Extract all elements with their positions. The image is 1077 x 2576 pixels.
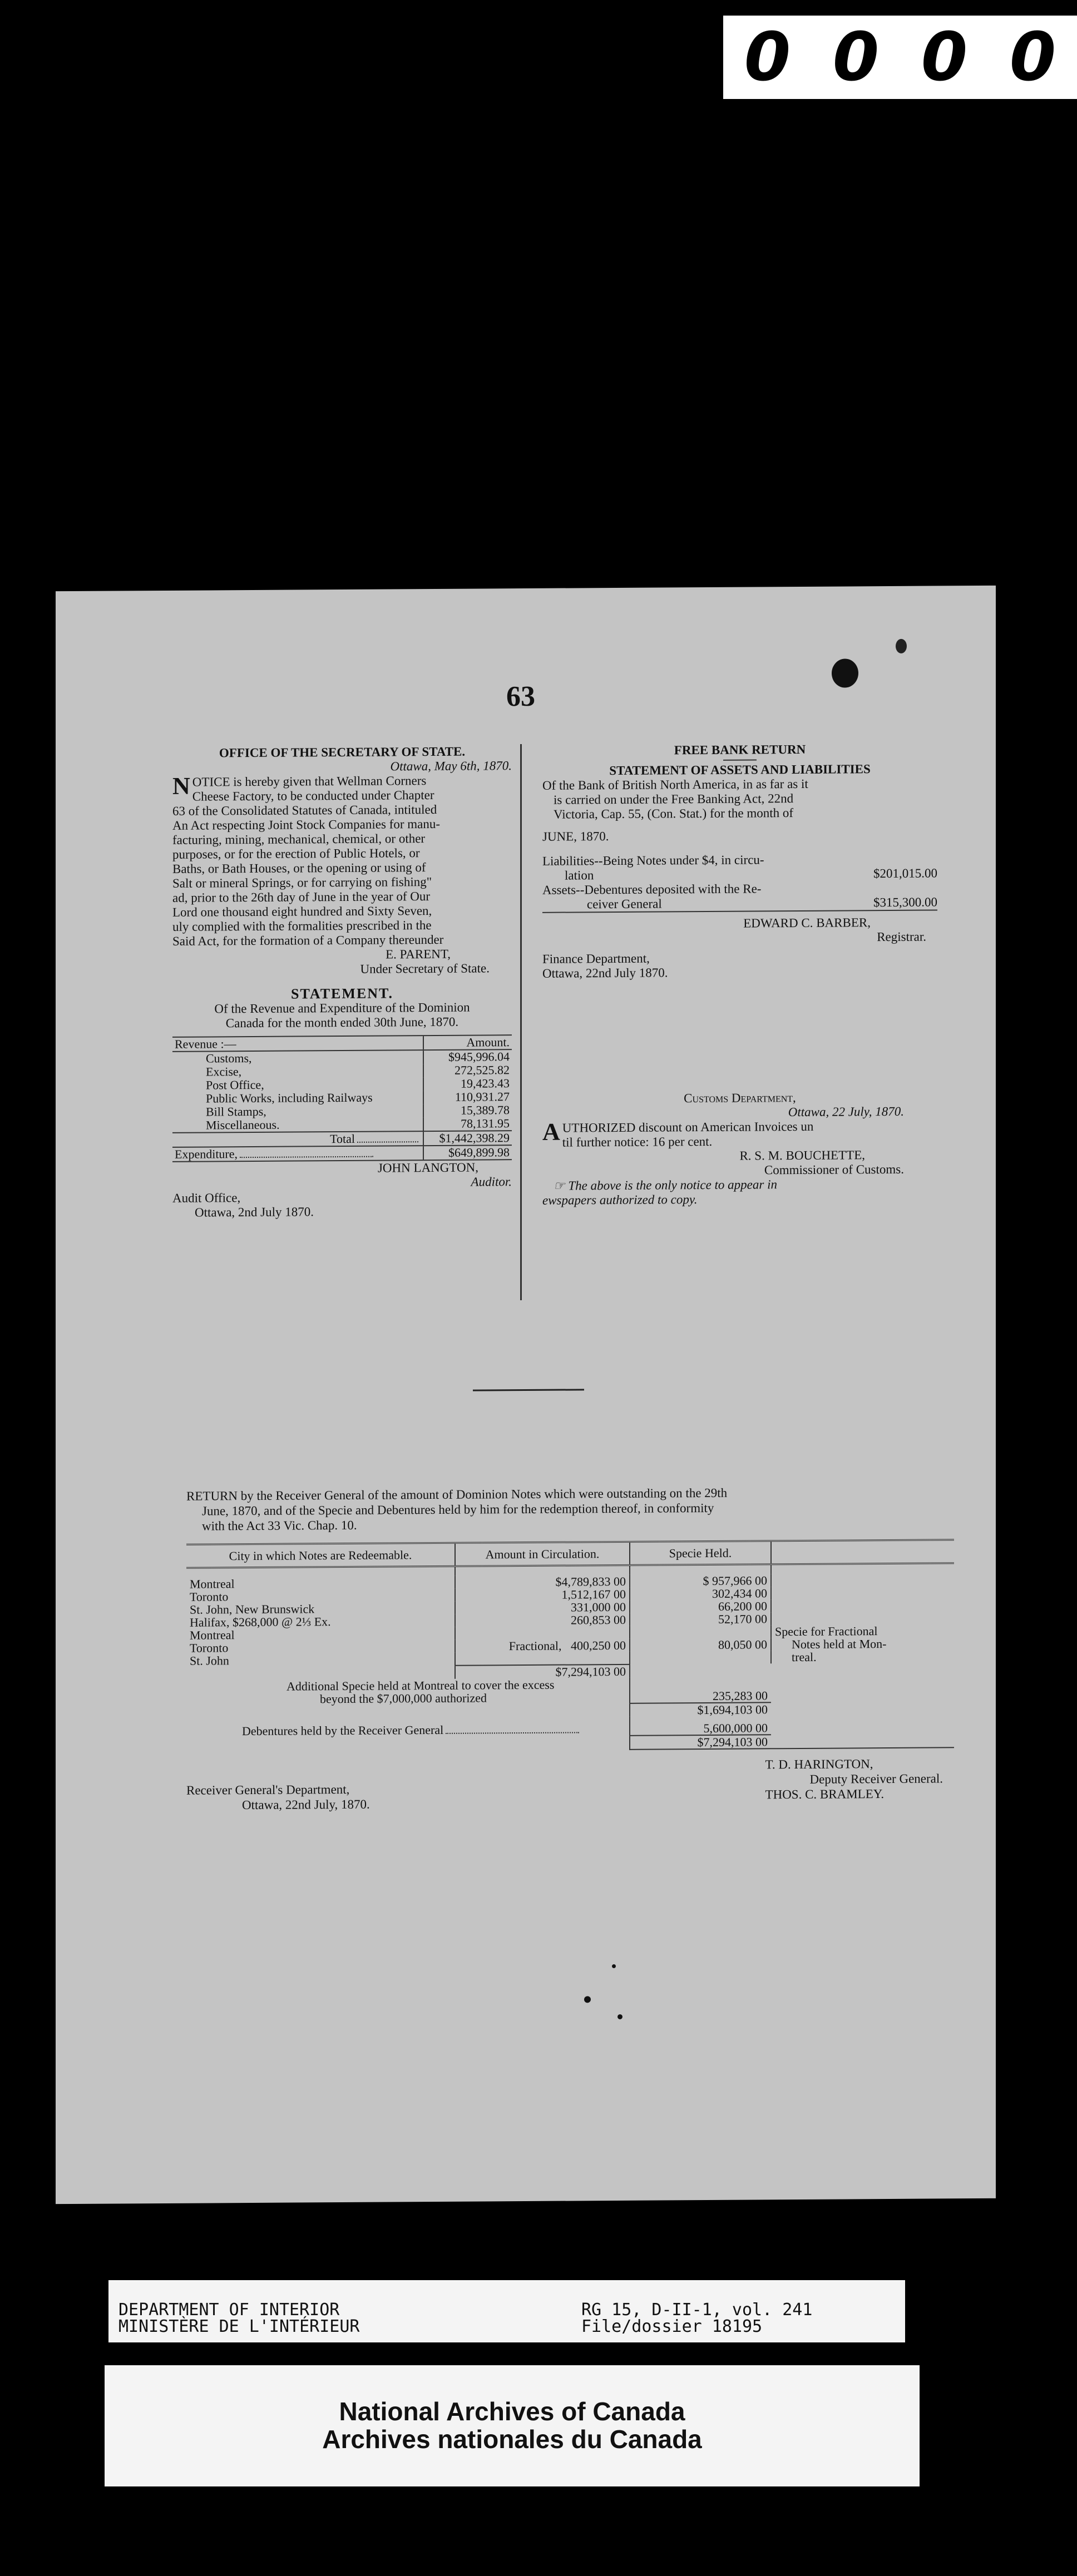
dot-leader xyxy=(446,1732,579,1733)
revenue-item-label: Excise, xyxy=(206,1064,242,1079)
commissioner-title: Commissioner of Customs. xyxy=(764,1162,904,1177)
fractional-circulation: 400,250 00 xyxy=(571,1638,626,1653)
assets-label: ceiver General xyxy=(587,896,662,911)
assets-line: Assets--Debentures deposited with the Re- xyxy=(542,881,762,897)
specie-cell: 52,170 00 xyxy=(630,1612,771,1626)
return-intro-line: with the Act 33 Vic. Chap. 10. xyxy=(202,1518,357,1533)
column-header xyxy=(771,1540,954,1564)
specie-subtotal: $1,694,103 00 xyxy=(630,1702,771,1717)
secretary-of-state-column xyxy=(172,744,512,1220)
free-bank-return-column xyxy=(542,741,937,1207)
revenue-table xyxy=(172,1034,512,1162)
fractional-specie: 80,050 00 xyxy=(630,1625,771,1665)
additional-line: Additional Specie held at Montreal to cover the excess xyxy=(286,1677,555,1693)
notice-line: facturing, mining, mechanical, chemical, or other xyxy=(172,831,426,847)
pointer-note: ☞ The above is the only notice to appear in xyxy=(554,1177,777,1193)
fractional-label: Fractional, xyxy=(508,1638,562,1653)
note-line: Specie for Fractional xyxy=(775,1624,878,1639)
table-row xyxy=(172,1117,512,1133)
column-header: Amount in Circulation. xyxy=(455,1542,630,1566)
expenditure-amount: $649,899.98 xyxy=(423,1145,512,1160)
record-group-reference: RG 15, D-II-1, vol. 241 xyxy=(581,2300,813,2320)
notice-text xyxy=(172,773,512,949)
total-label: Total xyxy=(330,1131,355,1146)
frame-digit: 0 xyxy=(921,18,968,96)
notice-line: purposes, or for the erection of Public Hotels, or xyxy=(172,846,420,861)
pointer-note: ewspapers authorized to copy. xyxy=(542,1192,698,1207)
expenditure-label: Expenditure, xyxy=(175,1147,238,1161)
note-line: Notes held at Mon- xyxy=(792,1637,887,1652)
dept-block xyxy=(186,1782,370,1813)
liabilities-amount: $201,015.00 xyxy=(873,866,937,881)
return-date: Ottawa, 22nd July, 1870. xyxy=(242,1797,370,1812)
customs-line: UTHORIZED discount on American Invoices un xyxy=(562,1119,814,1135)
city-cell: Halifax, $268,000 @ 2⅓ Ex. xyxy=(190,1614,331,1629)
dateline: Ottawa, May 6th, 1870. xyxy=(390,759,512,774)
revenue-item-label: Post Office, xyxy=(206,1077,264,1092)
page-number: 63 xyxy=(506,680,535,713)
specie-cell: $ 957,966 00 xyxy=(630,1574,771,1588)
registrar-name: EDWARD C. BARBER, xyxy=(743,915,871,930)
revenue-item-amount: $945,996.04 xyxy=(423,1049,512,1064)
statement-title: STATEMENT. xyxy=(291,985,393,1002)
city-cell: Toronto xyxy=(190,1589,229,1604)
return-intro-line: RETURN by the Receiver General of the amount of Dominion Notes which were outstanding on the 29th xyxy=(186,1485,728,1503)
revenue-item-label: Customs, xyxy=(206,1051,252,1066)
column-header: City in which Notes are Redeemable. xyxy=(186,1543,455,1568)
statement-subtitle: Of the Revenue and Expenditure of the Dominion xyxy=(214,1000,470,1016)
notice-line: Lord one thousand eight hundred and Sixty Seven, xyxy=(172,904,432,919)
circulation-cell: 260,853 00 xyxy=(455,1613,630,1627)
ink-blot xyxy=(896,639,907,653)
free-bank-subtitle: STATEMENT OF ASSETS AND LIABILITIES xyxy=(609,762,871,778)
return-signatory-title: Deputy Receiver General. xyxy=(809,1771,943,1786)
revenue-label: Revenue :— xyxy=(172,1036,423,1052)
fractional-note xyxy=(771,1624,954,1663)
return-intro-line: June, 1870, and of the Specie and Debentures held by him for the redemption thereof, in conformity xyxy=(202,1500,714,1518)
notice-line: Salt or mineral Springs, or for carrying on fishing" xyxy=(172,875,432,890)
column-rule xyxy=(520,744,522,1300)
section-divider xyxy=(473,1389,584,1391)
archives-name-fr: Archives nationales du Canada xyxy=(322,2425,702,2454)
department-en: DEPARTMENT OF INTERIOR xyxy=(118,2300,340,2320)
audit-date: Ottawa, 2nd July 1870. xyxy=(195,1205,314,1220)
office-title: OFFICE OF THE SECRETARY OF STATE. xyxy=(219,744,466,760)
notice-line: Said Act, for the formation of a Company thereunder xyxy=(172,932,444,948)
title-rule xyxy=(723,759,757,760)
revenue-item-amount: 110,931.27 xyxy=(423,1090,512,1104)
expenditure-row xyxy=(172,1145,512,1162)
statement-subtitle: Canada for the month ended 30th June, 1870. xyxy=(225,1014,459,1031)
customs-line: til further notice: 16 per cent. xyxy=(562,1134,713,1150)
frame-digit: 0 xyxy=(832,18,880,96)
intro-line: Victoria, Cap. 55, (Con. Stat.) for the month of xyxy=(554,806,794,821)
revenue-item-label: Miscellaneous. xyxy=(206,1117,280,1132)
city-cell: St. John, New Brunswick xyxy=(190,1602,315,1617)
table-header-row xyxy=(172,1035,512,1052)
note-line: treal. xyxy=(792,1649,817,1665)
notice-line: Cheese Factory, to be conducted under Chapter xyxy=(192,788,434,804)
assets-amount: $315,300.00 xyxy=(873,895,937,910)
grand-total: $7,294,103 00 xyxy=(630,1735,771,1750)
additional-line: beyond the $7,000,000 authorized xyxy=(320,1691,487,1706)
drop-cap: N xyxy=(172,772,190,800)
fractional-city: St. John xyxy=(190,1653,229,1668)
circulation-cell: 1,512,167 00 xyxy=(455,1588,630,1602)
document-page xyxy=(56,586,996,2204)
intro-line: Of the Bank of British North America, in as far as it xyxy=(542,776,808,792)
circulation-total: $7,294,103 00 xyxy=(455,1665,630,1679)
specie-cell: 66,200 00 xyxy=(630,1599,771,1613)
debentures-text: Debentures held by the Receiver General xyxy=(242,1722,444,1738)
drop-cap: A xyxy=(542,1118,560,1146)
signatory-block xyxy=(765,1756,943,1809)
auditor-title: Auditor. xyxy=(471,1175,512,1189)
audit-office: Audit Office, xyxy=(172,1191,241,1205)
revenue-item-amount: 78,131.95 xyxy=(423,1117,512,1131)
ink-dot xyxy=(584,1996,591,2003)
file-number: File/dossier 18195 xyxy=(581,2317,763,2336)
additional-label xyxy=(186,1678,630,1706)
return-signatory: T. D. HARINGTON, xyxy=(765,1757,873,1772)
revenue-item-amount: 19,423.43 xyxy=(423,1077,512,1091)
additional-amount: 235,283 00 xyxy=(630,1677,771,1703)
finance-dept: Finance Department, xyxy=(542,951,650,966)
revenue-item-amount: 15,389.78 xyxy=(423,1103,512,1117)
return-dept: Receiver General's Department, xyxy=(186,1782,350,1797)
debentures-amount: 5,600,000 00 xyxy=(630,1716,771,1736)
registrar-title: Registrar. xyxy=(877,929,926,944)
circulation-cell: 331,000 00 xyxy=(455,1601,630,1614)
commissioner-name: R. S. M. BOUCHETTE, xyxy=(739,1148,865,1163)
column-header: Specie Held. xyxy=(630,1541,771,1566)
notice-line: An Act respecting Joint Stock Companies for manu- xyxy=(172,816,441,833)
frame-digit: 0 xyxy=(744,18,791,96)
ink-blot xyxy=(832,658,858,687)
customs-notice xyxy=(542,1118,937,1150)
liabilities-row xyxy=(542,866,937,883)
archives-banner xyxy=(105,2365,920,2486)
dominion-notes-table xyxy=(186,1539,954,1752)
liabilities-line: Liabilities--Being Notes under $4, in circu- xyxy=(542,853,764,868)
dot-leader xyxy=(240,1156,373,1158)
fractional-city: Toronto xyxy=(190,1641,229,1655)
frame-counter xyxy=(723,16,1077,99)
fractional-city: Montreal xyxy=(190,1628,235,1642)
revenue-item-amount: 272,525.82 xyxy=(423,1063,512,1077)
signatory-title: Under Secretary of State. xyxy=(360,961,490,976)
revenue-item-label: Bill Stamps, xyxy=(206,1104,266,1119)
dot-leader xyxy=(357,1141,418,1143)
notice-line: OTICE is hereby given that Wellman Corners xyxy=(192,774,427,789)
assets-row xyxy=(542,895,937,913)
specie-cell: 302,434 00 xyxy=(630,1587,771,1601)
archive-reference-label xyxy=(108,2280,905,2342)
report-month: JUNE, 1870. xyxy=(542,829,609,844)
ink-dot xyxy=(612,1964,616,1968)
liabilities-label: lation xyxy=(565,868,594,883)
customs-date: Ottawa, 22 July, 1870. xyxy=(788,1104,904,1119)
notice-line: 63 of the Consolidated Statutes of Canada, intituled xyxy=(172,802,437,818)
fractional-circulation-cell xyxy=(455,1626,630,1666)
ink-dot xyxy=(617,2014,623,2019)
notice-line: uly complied with the formalities prescribed in the xyxy=(172,918,432,934)
amount-header: Amount. xyxy=(423,1035,512,1050)
debentures-label xyxy=(186,1717,630,1738)
department-fr: MINISTÈRE DE L'INTÉRIEUR xyxy=(118,2317,360,2336)
city-cell: Montreal xyxy=(190,1577,235,1591)
notice-line: ad, prior to the 26th day of June in the year of Our xyxy=(172,889,431,905)
return-signatory: THOS. C. BRAMLEY. xyxy=(765,1787,885,1802)
archives-name-en: National Archives of Canada xyxy=(339,2397,685,2426)
revenue-item-label: Public Works, including Railways xyxy=(206,1090,373,1106)
signatory: E. PARENT, xyxy=(386,947,451,962)
total-row xyxy=(172,1131,512,1147)
free-bank-title: FREE BANK RETURN xyxy=(674,742,806,757)
intro-line: is carried on under the Free Banking Act, 22nd xyxy=(554,791,794,807)
total-amount: $1,442,398.29 xyxy=(423,1131,512,1146)
notice-line: Baths, or Bath Houses, or the opening or using of xyxy=(172,860,426,876)
receiver-general-return xyxy=(186,1484,954,1812)
return-signatures xyxy=(186,1756,954,1812)
circulation-cell: $4,789,833 00 xyxy=(455,1575,630,1589)
additional-specie-row xyxy=(186,1676,954,1706)
auditor-name: JOHN LANGTON, xyxy=(377,1160,478,1175)
frame-digit: 0 xyxy=(1009,18,1056,96)
finance-date: Ottawa, 22nd July 1870. xyxy=(542,965,668,980)
customs-dept: Customs Department, xyxy=(684,1091,796,1106)
